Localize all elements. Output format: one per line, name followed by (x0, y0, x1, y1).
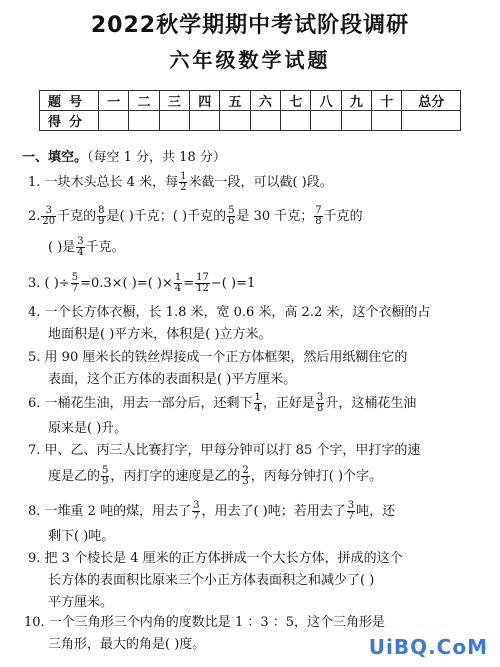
numerator: 5 (102, 465, 109, 476)
score-table (39, 90, 461, 131)
question-7 (28, 442, 420, 487)
score-input-cell[interactable] (372, 111, 402, 131)
denominator: 2 (180, 182, 187, 193)
question-text: 千克的 (323, 209, 363, 224)
fraction (241, 466, 249, 487)
fraction (227, 206, 235, 227)
denominator: 20 (42, 216, 56, 227)
question-text: 千克。 (85, 240, 125, 255)
numerator: 3 (316, 392, 324, 403)
score-input-cell[interactable] (129, 111, 159, 131)
question-text: 8. 一堆重 2 吨的煤，用去了 (28, 504, 192, 519)
question-text: 吨，还 (356, 504, 396, 519)
score-cell: 二 (129, 91, 159, 111)
numerator: 1 (254, 392, 261, 403)
question-text: = (183, 276, 195, 291)
question-text: 是( )千克；( )千克的 (106, 209, 227, 224)
score-cell: 四 (190, 91, 220, 111)
score-cell: 一 (99, 91, 129, 111)
question-8 (28, 501, 395, 546)
question-text: ，用去了( )吨；若用去了 (201, 504, 346, 519)
score-cell: 九 (341, 91, 371, 111)
denominator: 4 (174, 283, 182, 294)
question-text: ( )是 (48, 240, 76, 255)
fraction (71, 273, 79, 294)
exam-title: 2022秋学期期中考试阶段调研 (90, 13, 410, 38)
denominator: 7 (193, 511, 200, 522)
score-input-cell[interactable] (311, 111, 341, 131)
fraction (41, 206, 56, 227)
question-2 (28, 206, 363, 258)
denominator: 12 (196, 283, 209, 294)
numerator: 5 (71, 272, 79, 283)
question-5 (28, 349, 407, 389)
question-3 (28, 273, 255, 294)
score-input-cell[interactable] (159, 111, 189, 131)
question-text: 平方厘米。 (48, 595, 114, 610)
score-cell: 十 (372, 91, 402, 111)
question-text: 千克的 (57, 209, 97, 224)
question-text: ，丙每分钟打( )个字。 (250, 469, 383, 484)
fraction (195, 273, 210, 294)
watermark-logo: UiBQ.CoM (368, 635, 488, 659)
question-6 (28, 393, 416, 438)
denominator: 9 (98, 216, 105, 227)
question-text: 4. 一个长方体衣橱，长 1.8 米，宽 0.6 米，高 2.2 米，这个衣橱的占 (28, 305, 431, 320)
denominator: 4 (254, 403, 261, 414)
score-cell: 题号 (40, 91, 99, 111)
score-input-cell[interactable] (281, 111, 311, 131)
question-line (28, 466, 420, 487)
score-cell: 得分 (40, 111, 99, 131)
score-cell: 八 (311, 91, 341, 111)
numerator: 1 (174, 272, 182, 283)
numerator: 3 (77, 236, 84, 247)
numerator: 1 (180, 171, 187, 182)
fraction (316, 393, 324, 414)
question-text: 7. 甲、乙、丙三人比赛打字，甲每分钟可以打 85 个字，甲打字的速 (28, 443, 421, 458)
question-text: −( )=1 (210, 276, 256, 291)
section-note: （每空 1 分，共 18 分） (87, 150, 226, 165)
question-9 (28, 550, 403, 612)
exam-subtitle: 六年级数学试题 (169, 48, 331, 72)
question-text: ，正好是 (262, 396, 315, 411)
denominator: 7 (71, 283, 79, 294)
question-text: 长方体的表面积比原来三个小正方体表面积之和减少了( ) (48, 573, 375, 588)
question-text: =0.3×( )=( )× (80, 276, 173, 291)
fraction (314, 206, 322, 227)
question-text: 剩下( )吨。 (48, 529, 115, 544)
score-cell: 五 (220, 91, 250, 111)
question-line (28, 237, 363, 258)
denominator: 6 (228, 216, 235, 227)
numerator: 2 (242, 465, 249, 476)
question-text: 3. ( )÷ (28, 276, 70, 291)
denominator: 8 (316, 403, 324, 414)
numerator: 3 (193, 500, 200, 511)
score-cell: 总分 (402, 91, 461, 111)
fraction (179, 172, 187, 193)
score-input-cell[interactable] (402, 111, 461, 131)
question-text: 升，这桶花生油 (325, 396, 417, 411)
numerator: 3 (41, 206, 56, 217)
denominator: 8 (315, 216, 322, 227)
fraction (76, 237, 84, 258)
question-text: 米截一段，可以截( )段。 (188, 175, 333, 190)
score-table-score-row (40, 111, 461, 131)
numerator: 3 (347, 500, 355, 511)
question-text: 10. 一个三角形三个内角的度数比是 1 ：3 ：5，这个三角形是 (24, 615, 386, 630)
question-text: 度是乙的 (48, 469, 101, 484)
fraction (347, 501, 355, 522)
numerator: 7 (315, 205, 322, 216)
score-input-cell[interactable] (99, 111, 129, 131)
score-input-cell[interactable] (220, 111, 250, 131)
denominator: 9 (102, 476, 109, 487)
score-input-cell[interactable] (250, 111, 280, 131)
score-input-cell[interactable] (190, 111, 220, 131)
question-text: 9. 把 3 个棱长是 4 厘米的正方体拼成一个大长方体，拼成的这个 (28, 551, 403, 566)
denominator: 3 (242, 476, 249, 487)
denominator: 7 (347, 511, 355, 522)
question-text: 原来是( )升。 (48, 421, 128, 436)
question-text: 是 30 千克； (236, 209, 314, 224)
fraction (97, 206, 105, 227)
score-table-header-row (40, 91, 461, 111)
score-cell: 三 (159, 91, 189, 111)
question-4 (28, 304, 430, 344)
question-number: 2. (28, 209, 41, 224)
fraction (192, 501, 200, 522)
question-text: 6. 一桶花生油，用去一部分后，还剩下 (28, 396, 253, 411)
numerator: 17 (196, 272, 209, 283)
fraction (101, 466, 109, 487)
question-text: 地面积是( )平方米，体积是( )立方米。 (48, 327, 272, 342)
question-1 (28, 172, 333, 193)
score-cell: 七 (281, 91, 311, 111)
score-cell: 六 (250, 91, 280, 111)
question-text: 三角形，最大的角是( )度。 (48, 637, 206, 652)
numerator: 8 (98, 205, 105, 216)
score-input-cell[interactable] (341, 111, 371, 131)
question-text: 5. 用 90 厘米长的铁丝焊接成一个正方体框架，然后用纸糊住它的 (28, 350, 408, 365)
question-text: ，丙打字的速度是乙的 (110, 469, 241, 484)
question-10 (24, 614, 385, 654)
fraction (254, 393, 262, 414)
denominator: 4 (77, 247, 84, 258)
fraction (174, 273, 182, 294)
section-title: 一、填空。 (22, 150, 88, 165)
section-heading (22, 146, 226, 165)
question-text: 表面，这个正方体的表面积是( )平方厘米。 (48, 372, 297, 387)
question-text: 1. 一块木头总长 4 米，每 (28, 175, 179, 190)
numerator: 5 (228, 205, 235, 216)
